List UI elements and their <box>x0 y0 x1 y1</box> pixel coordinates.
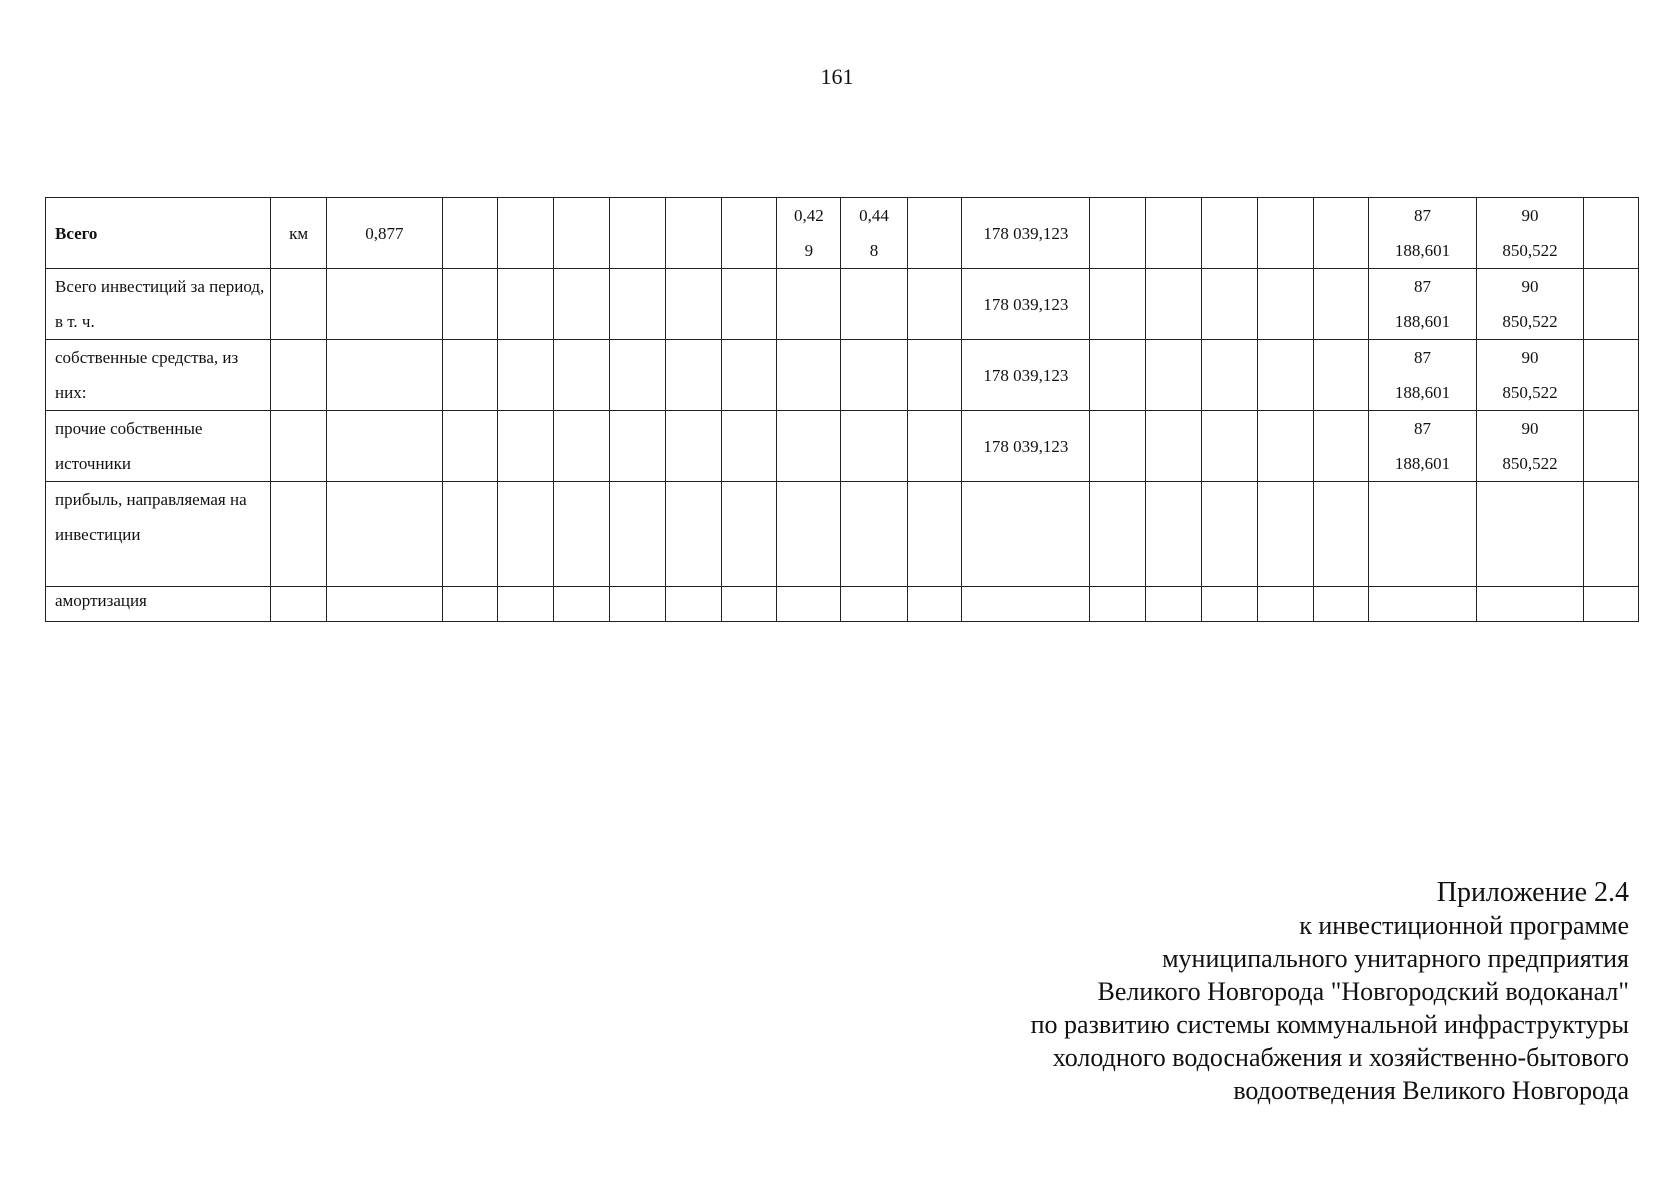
year-value-cell: 90 850,522 <box>1476 340 1583 411</box>
empty-cell <box>442 198 498 269</box>
year-value-cell: 90 850,522 <box>1476 411 1583 482</box>
empty-cell <box>665 482 721 587</box>
empty-cell <box>1476 482 1583 587</box>
empty-cell <box>777 482 841 587</box>
year-value-cell: 87 188,601 <box>1369 340 1476 411</box>
appendix-line: водоотведения Великого Новгорода <box>1233 1076 1629 1105</box>
appendix-line: к инвестиционной программе <box>1299 911 1629 940</box>
empty-cell <box>1146 411 1202 482</box>
empty-cell <box>777 340 841 411</box>
empty-cell <box>1090 482 1146 587</box>
empty-cell <box>1201 587 1257 622</box>
year-value-cell: 87 188,601 <box>1369 269 1476 340</box>
empty-cell <box>442 411 498 482</box>
empty-cell <box>610 587 666 622</box>
empty-cell <box>498 198 554 269</box>
unit-cell: км <box>271 198 327 269</box>
empty-cell <box>1257 587 1313 622</box>
empty-cell <box>1146 198 1202 269</box>
empty-cell <box>907 198 962 269</box>
total-cell: 178 039,123 <box>962 269 1090 340</box>
empty-cell <box>1313 340 1369 411</box>
empty-cell <box>1369 482 1476 587</box>
appendix-line: Великого Новгорода "Новгородский водоканал" <box>1097 977 1629 1006</box>
table-row <box>46 411 1639 482</box>
empty-cell <box>554 269 610 340</box>
empty-cell <box>1584 340 1639 411</box>
empty-cell <box>1257 411 1313 482</box>
appendix-line: холодного водоснабжения и хозяйственно-бытового <box>1052 1043 1629 1072</box>
empty-cell <box>610 411 666 482</box>
empty-cell <box>1201 340 1257 411</box>
year-value-cell: 90 850,522 <box>1476 269 1583 340</box>
empty-cell <box>1313 198 1369 269</box>
empty-cell <box>442 482 498 587</box>
value-cell: 0,42 9 <box>777 198 841 269</box>
row-label: амортизация <box>46 587 271 622</box>
empty-cell <box>1201 269 1257 340</box>
empty-cell <box>721 411 777 482</box>
empty-cell <box>907 587 962 622</box>
empty-cell <box>665 411 721 482</box>
empty-cell <box>1584 198 1639 269</box>
empty-cell <box>841 411 907 482</box>
empty-cell <box>665 340 721 411</box>
empty-cell <box>610 482 666 587</box>
empty-cell <box>777 411 841 482</box>
table-row <box>46 482 1639 587</box>
value-cell: 0,44 8 <box>841 198 907 269</box>
empty-cell <box>907 340 962 411</box>
empty-cell <box>442 269 498 340</box>
empty-cell <box>554 482 610 587</box>
row-label: собственные средства, из них: <box>46 340 271 411</box>
empty-cell <box>1090 198 1146 269</box>
table-row <box>46 340 1639 411</box>
empty-cell <box>1313 411 1369 482</box>
empty-cell <box>1146 340 1202 411</box>
empty-cell <box>1146 587 1202 622</box>
empty-cell <box>721 269 777 340</box>
row-label: Всего инвестиций за период, в т. ч. <box>46 269 271 340</box>
empty-cell <box>841 269 907 340</box>
year-value-cell: 90 850,522 <box>1476 198 1583 269</box>
empty-cell <box>1369 587 1476 622</box>
empty-cell <box>1201 411 1257 482</box>
total-cell: 178 039,123 <box>962 340 1090 411</box>
empty-cell <box>1313 269 1369 340</box>
length-cell: 0,877 <box>326 198 442 269</box>
empty-cell <box>1201 482 1257 587</box>
total-cell: 178 039,123 <box>962 411 1090 482</box>
empty-cell <box>1257 482 1313 587</box>
empty-cell <box>721 340 777 411</box>
empty-cell <box>1313 587 1369 622</box>
empty-cell <box>1090 269 1146 340</box>
empty-cell <box>442 340 498 411</box>
row-label: прибыль, направляемая на инвестиции <box>46 482 271 587</box>
empty-cell <box>1090 411 1146 482</box>
empty-cell <box>777 269 841 340</box>
appendix-line: по развитию системы коммунальной инфраструктуры <box>1030 1010 1629 1039</box>
empty-cell <box>1090 587 1146 622</box>
empty-cell <box>962 482 1090 587</box>
empty-cell <box>841 340 907 411</box>
empty-cell <box>907 269 962 340</box>
row-label: Всего <box>46 198 271 269</box>
total-cell: 178 039,123 <box>962 198 1090 269</box>
empty-cell <box>326 340 442 411</box>
empty-cell <box>271 587 327 622</box>
empty-cell <box>1257 340 1313 411</box>
empty-cell <box>721 198 777 269</box>
empty-cell <box>1146 482 1202 587</box>
empty-cell <box>610 198 666 269</box>
empty-cell <box>1584 587 1639 622</box>
empty-cell <box>554 587 610 622</box>
empty-cell <box>1090 340 1146 411</box>
empty-cell <box>1257 198 1313 269</box>
empty-cell <box>554 340 610 411</box>
empty-cell <box>610 340 666 411</box>
empty-cell <box>721 587 777 622</box>
empty-cell <box>665 198 721 269</box>
empty-cell <box>777 587 841 622</box>
empty-cell <box>498 482 554 587</box>
empty-cell <box>271 411 327 482</box>
empty-cell <box>498 269 554 340</box>
empty-cell <box>271 269 327 340</box>
empty-cell <box>271 482 327 587</box>
investment-table <box>45 197 1639 622</box>
empty-cell <box>721 482 777 587</box>
empty-cell <box>271 340 327 411</box>
empty-cell <box>554 411 610 482</box>
empty-cell <box>907 482 962 587</box>
empty-cell <box>907 411 962 482</box>
empty-cell <box>841 482 907 587</box>
empty-cell <box>610 269 666 340</box>
empty-cell <box>498 587 554 622</box>
table-row <box>46 269 1639 340</box>
appendix-caption <box>1031 876 1629 1107</box>
empty-cell <box>326 269 442 340</box>
empty-cell <box>1584 411 1639 482</box>
row-label: прочие собственные источники <box>46 411 271 482</box>
empty-cell <box>1313 482 1369 587</box>
empty-cell <box>1584 269 1639 340</box>
empty-cell <box>962 587 1090 622</box>
table-row <box>46 587 1639 622</box>
page-number: 161 <box>820 64 854 89</box>
table-row <box>46 198 1639 269</box>
empty-cell <box>1146 269 1202 340</box>
empty-cell <box>498 340 554 411</box>
empty-cell <box>841 587 907 622</box>
empty-cell <box>442 587 498 622</box>
empty-cell <box>1584 482 1639 587</box>
empty-cell <box>326 587 442 622</box>
empty-cell <box>1201 198 1257 269</box>
empty-cell <box>498 411 554 482</box>
year-value-cell: 87 188,601 <box>1369 411 1476 482</box>
appendix-title: Приложение 2.4 <box>1436 877 1629 908</box>
empty-cell <box>665 587 721 622</box>
empty-cell <box>326 482 442 587</box>
empty-cell <box>1257 269 1313 340</box>
appendix-line: муниципального унитарного предприятия <box>1162 944 1629 973</box>
empty-cell <box>326 411 442 482</box>
empty-cell <box>554 198 610 269</box>
empty-cell <box>665 269 721 340</box>
year-value-cell: 87 188,601 <box>1369 198 1476 269</box>
empty-cell <box>1476 587 1583 622</box>
